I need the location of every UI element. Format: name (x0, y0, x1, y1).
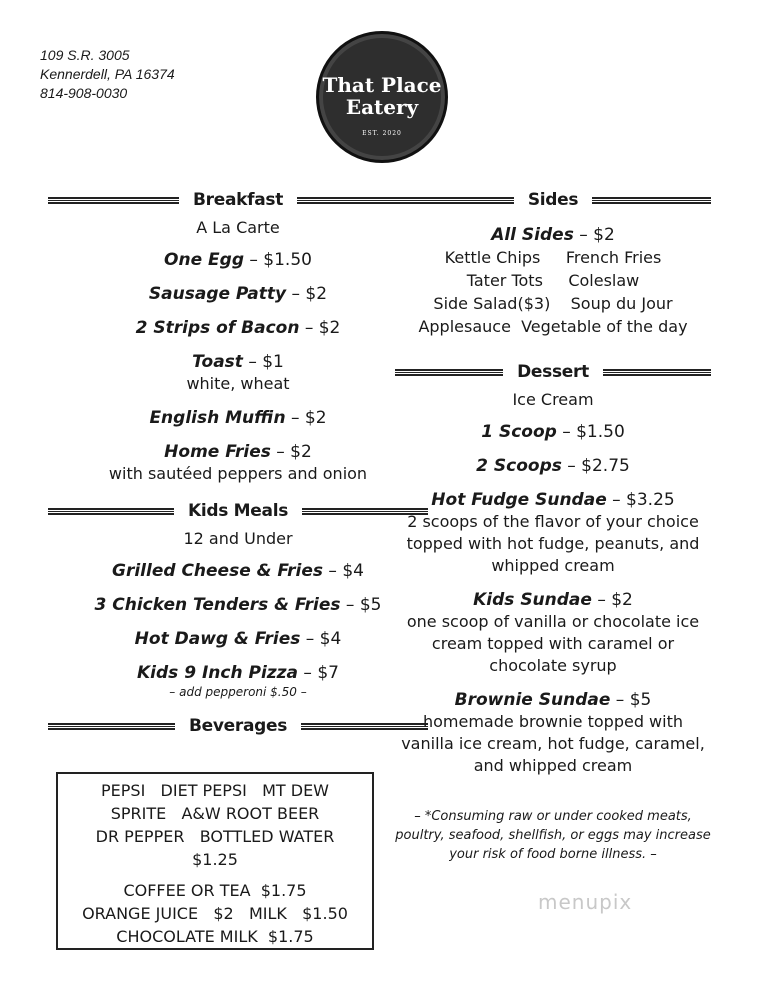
restaurant-logo (316, 31, 448, 163)
item-price: – $3.25 (606, 490, 675, 510)
beverage-line: CHOCOLATE MILK $1.75 (116, 927, 314, 946)
menu-item (48, 628, 428, 650)
item-description: white, wheat (186, 374, 290, 393)
restaurant-address (40, 46, 175, 103)
breakfast-header (48, 186, 428, 214)
beverage-line: ORANGE JUICE $2 MILK $1.50 (82, 904, 348, 923)
menu-item (395, 455, 711, 477)
item-price: – $5 (610, 690, 652, 710)
menu-item (395, 224, 711, 246)
divider (592, 197, 711, 204)
menu-item (395, 689, 711, 711)
item-price: – $2.75 (561, 456, 630, 476)
address-line-1: 109 S.R. 3005 (40, 47, 130, 63)
item-price: – $2 (591, 590, 633, 610)
item-description: homemade brownie topped with vanilla ice cream, hot fudge, caramel, and whipped cream (401, 712, 705, 775)
item-name: Brownie Sundae (454, 690, 611, 710)
item-name: Sausage Patty (148, 284, 287, 304)
item-price: – $1 (242, 352, 284, 372)
beverage-line: $1.25 (192, 850, 238, 869)
item-name: Kids Sundae (473, 590, 592, 610)
right-column (395, 186, 711, 864)
breakfast-subtitle: A La Carte (196, 218, 280, 237)
divider (48, 197, 179, 204)
item-description: with sautéed peppers and onion (108, 464, 368, 483)
divider (48, 723, 175, 730)
beverages-box (56, 772, 374, 950)
divider (603, 369, 711, 376)
address-line-2: Kennerdell, PA 16374 (40, 66, 175, 82)
left-column (48, 186, 428, 740)
item-price: – $2 (299, 318, 341, 338)
menu-item (48, 351, 428, 373)
beverage-line: DR PEPPER BOTTLED WATER (95, 827, 335, 846)
item-price: – $4 (300, 629, 342, 649)
sides-line: Kettle Chips French Fries (444, 248, 662, 267)
section-title: Kids Meals (187, 501, 289, 521)
item-name: All Sides (491, 225, 574, 245)
item-name: 2 Scoops (476, 456, 562, 476)
menu-item (48, 283, 428, 305)
beverage-line: COFFEE OR TEA $1.75 (123, 881, 307, 900)
dessert-subtitle: Ice Cream (512, 390, 594, 409)
item-name: 2 Strips of Bacon (135, 318, 300, 338)
item-price: – $2 (285, 408, 327, 428)
sides-header (395, 186, 711, 214)
section-title: Beverages (188, 716, 288, 736)
item-price: – $7 (298, 663, 339, 683)
sides-line: Applesauce Vegetable of the day (418, 317, 688, 336)
item-note: – add pepperoni $.50 – (169, 685, 307, 699)
section-title: Breakfast (192, 190, 284, 210)
item-price: – $5 (340, 595, 382, 615)
item-description: one scoop of vanilla or chocolate ice cream topped with caramel or chocolate syrup (406, 612, 700, 675)
menu-item (48, 317, 428, 339)
menu-item (48, 560, 428, 582)
divider (395, 197, 514, 204)
item-name: Kids 9 Inch Pizza (137, 663, 299, 683)
sides-line: Side Salad($3) Soup du Jour (433, 294, 673, 313)
section-title: Dessert (517, 362, 589, 382)
phone-number: 814-908-0030 (40, 85, 128, 101)
beverage-line: PEPSI DIET PEPSI MT DEW (101, 781, 329, 800)
menu-item (48, 441, 428, 463)
item-name: 3 Chicken Tenders & Fries (94, 595, 341, 615)
divider (395, 369, 503, 376)
item-price: – $1.50 (243, 250, 312, 270)
item-price: – $2 (286, 284, 328, 304)
item-name: Toast (192, 352, 243, 372)
beverage-line: SPRITE A&W ROOT BEER (110, 804, 320, 823)
menu-item (48, 407, 428, 429)
menu-item (48, 249, 428, 271)
logo-line-1: That Place (322, 73, 442, 97)
divider (48, 508, 174, 515)
menu-item (48, 662, 428, 684)
item-description: 2 scoops of the flavor of your choice topped with hot fudge, peanuts, and whipped cream (406, 512, 700, 575)
item-name: English Muffin (149, 408, 286, 428)
item-name: Grilled Cheese & Fries (112, 561, 324, 581)
item-price: – $4 (323, 561, 364, 581)
item-price: – $1.50 (556, 422, 625, 442)
item-price: – $2 (270, 442, 312, 462)
kids-subtitle: 12 and Under (183, 529, 293, 548)
menu-item (48, 594, 428, 616)
item-name: Home Fries (164, 442, 271, 462)
menu-item (395, 589, 711, 611)
beverages-header (48, 712, 428, 740)
logo-est: EST. 2020 (362, 130, 402, 137)
food-safety-disclaimer: – *Consuming raw or under cooked meats, poultry, seafood, shellfish, or eggs may increase your risk of food borne illness. – (395, 809, 711, 862)
section-title: Sides (527, 190, 579, 210)
kids-meals-header (48, 497, 428, 525)
item-price: – $2 (573, 225, 615, 245)
logo-line-2: Eatery (345, 95, 419, 119)
dessert-header (395, 358, 711, 386)
item-name: 1 Scoop (481, 422, 557, 442)
item-name: Hot Dawg & Fries (134, 629, 301, 649)
sides-line: Tater Tots Coleslaw (466, 271, 640, 290)
item-name: One Egg (164, 250, 244, 270)
menu-item (395, 421, 711, 443)
watermark: menupix (538, 890, 633, 914)
item-name: Hot Fudge Sundae (431, 490, 607, 510)
menu-item (395, 489, 711, 511)
